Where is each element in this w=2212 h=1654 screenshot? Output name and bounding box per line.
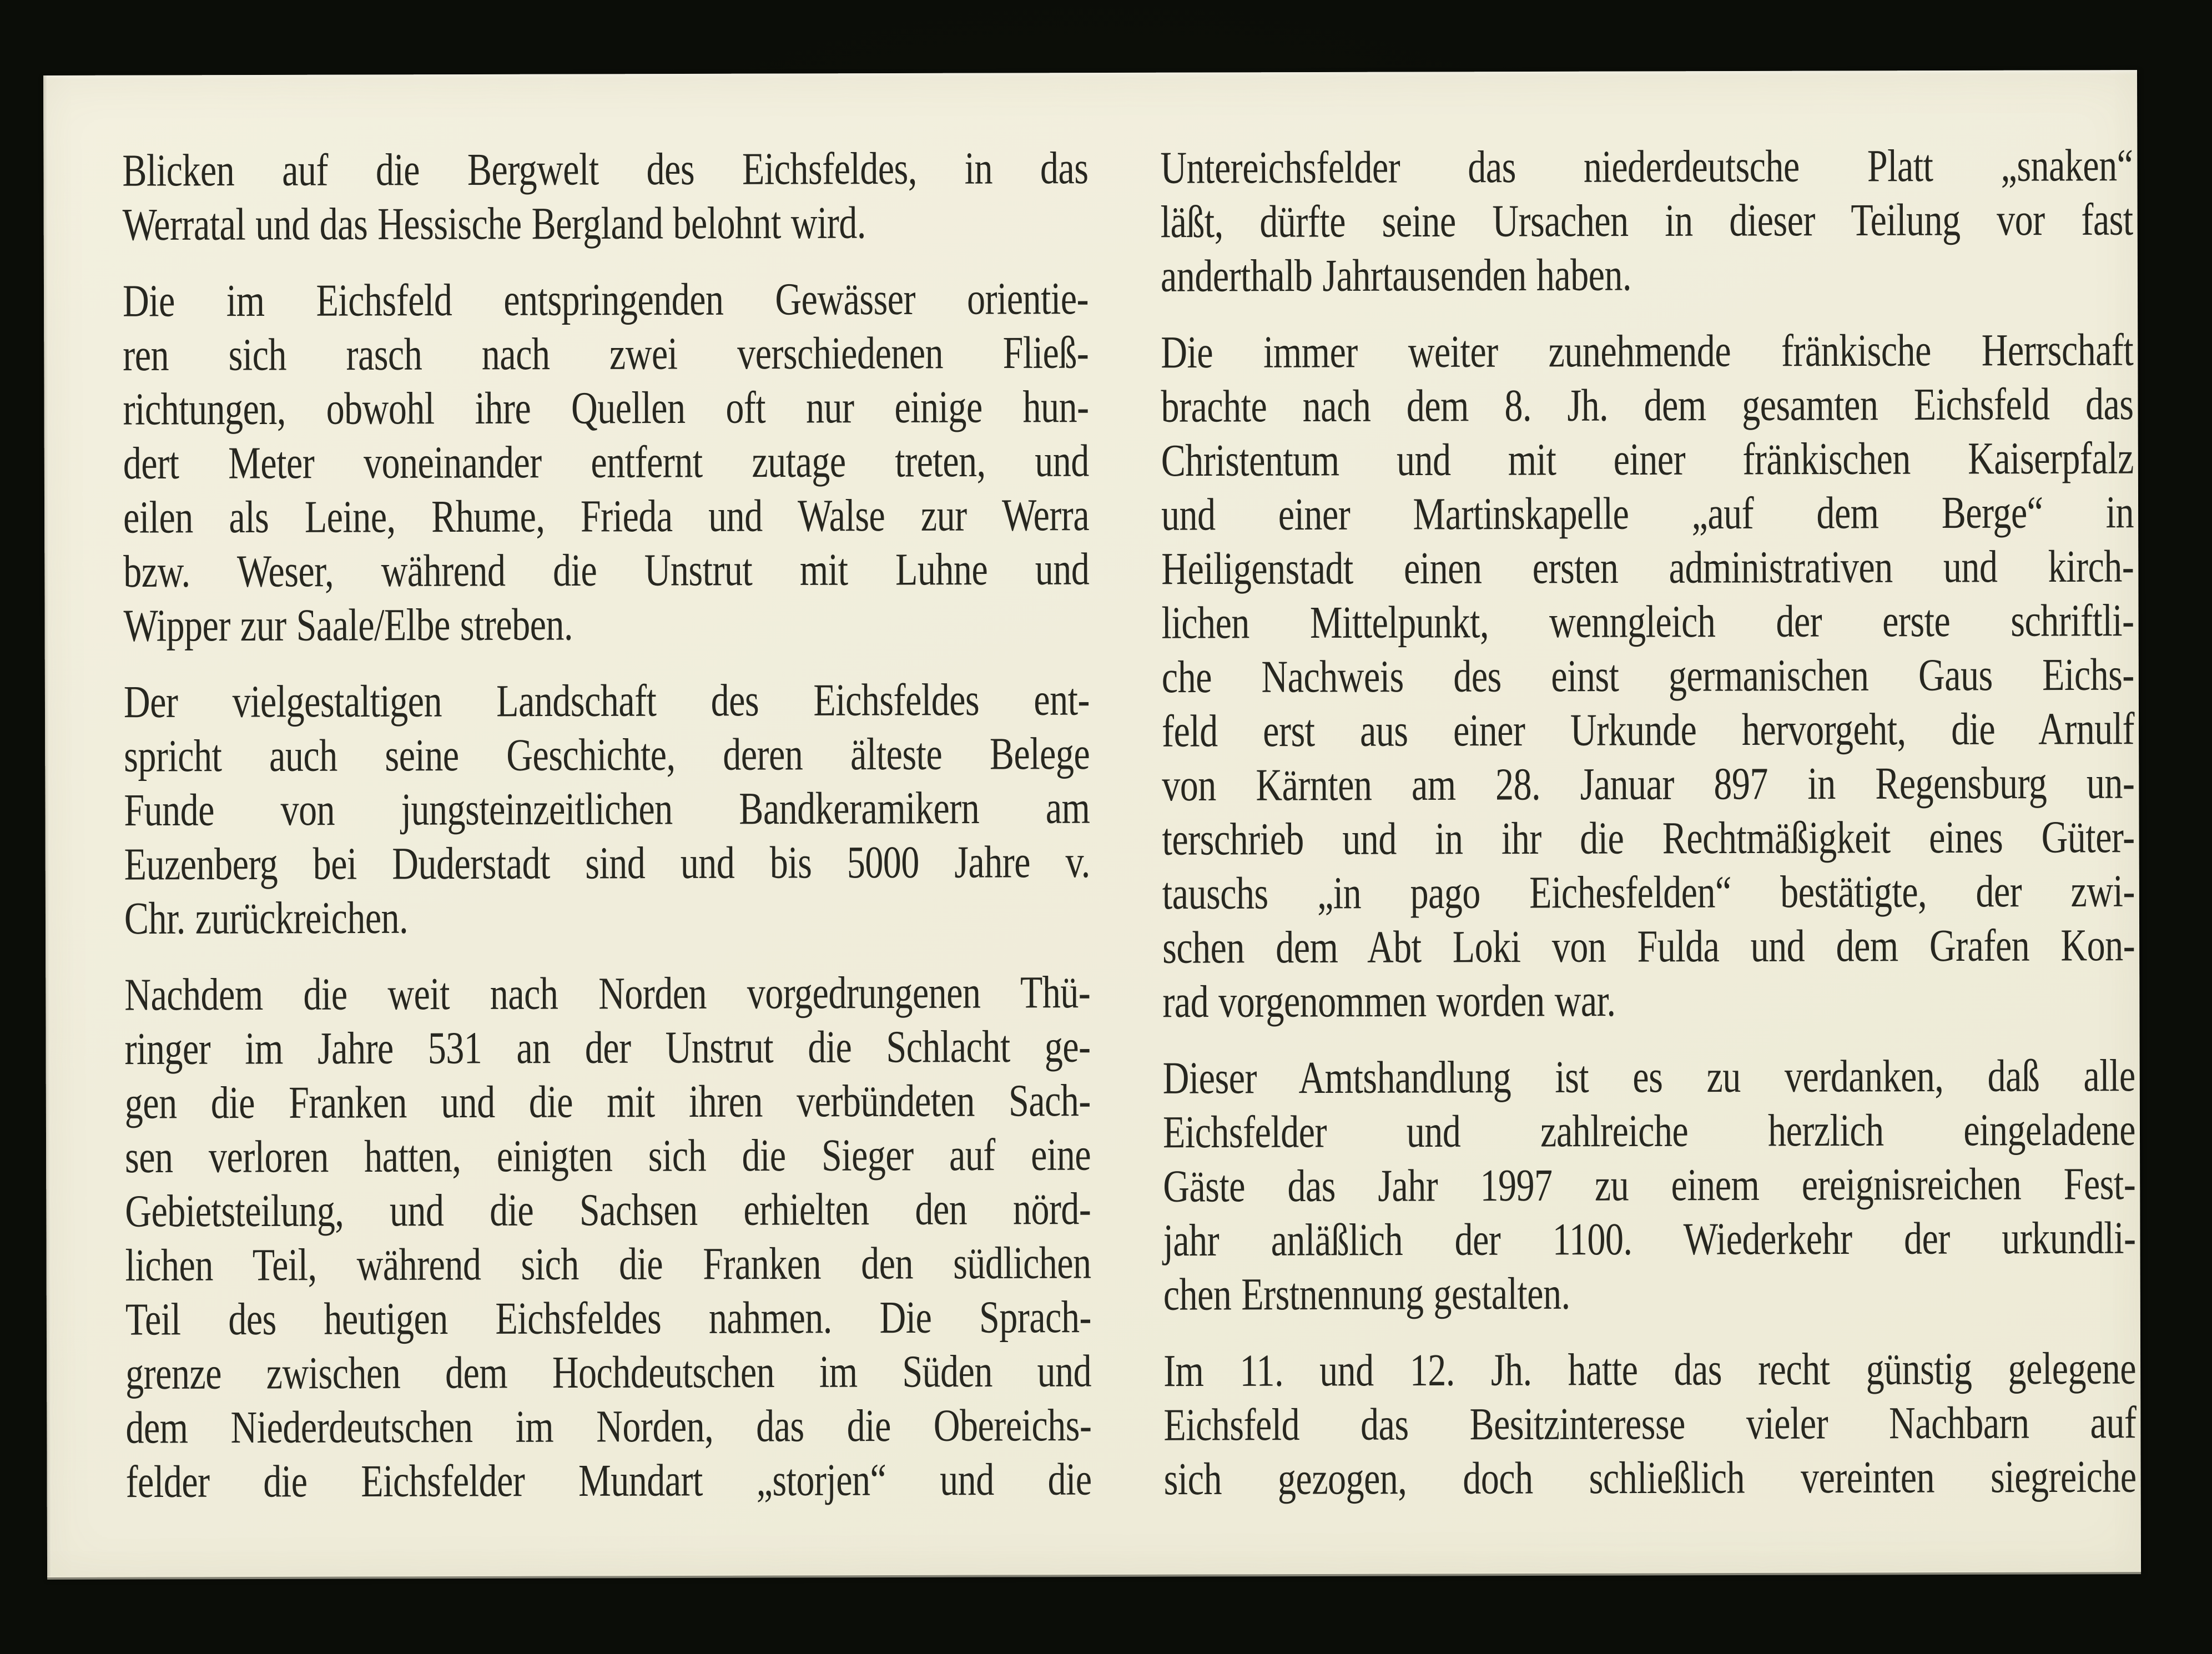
scanned-page (43, 70, 2141, 1577)
text-line: rad vorgenommen worden war. (1162, 975, 1616, 1027)
text-line: Gebietsteilung, und die Sachsen erhielten den nörd- (125, 1183, 1091, 1237)
text-line: ringer im Jahre 531 an der Unstrut die Schlacht ge- (124, 1021, 1091, 1075)
text-line: lichen Teil, während sich die Franken den südlichen (125, 1238, 1091, 1291)
text-line: Im 11. und 12. Jh. hatte das recht günstig gelegene (1163, 1343, 2137, 1396)
text-line: von Kärnten am 28. Januar 897 in Regensburg un- (1162, 758, 2135, 811)
text-line: Werratal und das Hessische Bergland belohnt wird. (122, 198, 866, 250)
text-line: Nachdem die weit nach Norden vorgedrungenen Thü- (124, 967, 1091, 1021)
text-line: Eichsfelder und zahlreiche herzlich eingeladene (1162, 1105, 2136, 1158)
text-line: gen die Franken und die mit ihren verbündeten Sach- (124, 1075, 1091, 1129)
text-line: Der vielgestaltigen Landschaft des Eichsfeldes ent- (123, 674, 1090, 728)
text-line: Die immer weiter zunehmende fränkische Herrschaft (1161, 325, 2134, 378)
text-line: felder die Eichsfelder Mundart „storjen“ und die (125, 1454, 1092, 1507)
text-line: dert Meter voneinander entfernt zutage treten, und (123, 436, 1089, 489)
paragraph (1161, 324, 2135, 1030)
text-line: eilen als Leine, Rhume, Frieda und Walse zur Werra (123, 490, 1090, 543)
text-line: anderthalb Jahrtausenden haben. (1160, 250, 1632, 302)
text-column-right (1160, 139, 2136, 1507)
text-line: ren sich rasch nach zwei verschiedenen Fließ- (123, 327, 1089, 381)
text-line: Heiligenstadt einen ersten administrativen und kirch- (1161, 541, 2134, 594)
text-line: Funde von jungsteinzeitlichen Bandkeramikern am (124, 783, 1090, 836)
text-line: dem Niederdeutschen im Norden, das die Obereichs- (125, 1400, 1092, 1454)
text-line: Teil des heutigen Eichsfeldes nahmen. Die Sprach- (125, 1292, 1091, 1345)
text-line: Christentum und mit einer fränkischen Kaiserpfalz (1161, 433, 2134, 486)
paragraph (1163, 1342, 2137, 1507)
paragraph (1160, 139, 2133, 304)
text-line: Dieser Amtshandlung ist es zu verdanken, daß alle (1162, 1050, 2135, 1104)
text-line: grenze zwischen dem Hochdeutschen im Süden und (125, 1346, 1092, 1399)
text-line: terschrieb und in ihr die Rechtmäßigkeit eines Güter- (1162, 811, 2135, 865)
text-line: richtungen, obwohl ihre Quellen oft nur einige hun- (123, 381, 1089, 435)
text-line: läßt, dürfte seine Ursachen in dieser Teilung vor fast (1160, 194, 2133, 248)
text-line: Euzenberg bei Duderstadt sind und bis 5000 Jahre v. (124, 836, 1090, 890)
text-line: Chr. zurückreichen. (124, 892, 409, 944)
text-line: Wipper zur Saale/Elbe streben. (123, 599, 573, 652)
text-line: jahr anläßlich der 1100. Wiederkehr der urkundli- (1163, 1213, 2136, 1266)
text-line: und einer Martinskapelle „auf dem Berge“ in (1161, 487, 2134, 541)
text-line: bzw. Weser, während die Unstrut mit Luhne und (123, 544, 1090, 597)
text-line: Die im Eichsfeld entspringenden Gewässer orientie- (122, 273, 1089, 327)
text-column-left (122, 142, 1091, 1510)
paragraph (124, 673, 1090, 946)
text-line: Eichsfeld das Besitzinteresse vieler Nachbarn auf (1163, 1397, 2137, 1451)
text-line: brachte nach dem 8. Jh. dem gesamten Eichsfeld das (1161, 379, 2134, 432)
text-line: chen Erstnennung gestalten. (1163, 1268, 1570, 1320)
text-line: sich gezogen, doch schließlich vereinten siegreiche (1163, 1451, 2137, 1505)
text-line: schen dem Abt Loki von Fulda und dem Grafen Kon- (1162, 920, 2135, 974)
text-line: spricht auch seine Geschichte, deren älteste Belege (124, 728, 1090, 782)
paragraph (1163, 1049, 2136, 1322)
paragraph (122, 142, 1089, 253)
paragraph (123, 272, 1090, 653)
text-line: Gäste das Jahr 1997 zu einem ereignisreichen Fest- (1163, 1158, 2136, 1212)
text-line: lichen Mittelpunkt, wenngleich der erste schriftli- (1161, 595, 2134, 649)
paragraph (124, 966, 1092, 1510)
text-line: Blicken auf die Bergwelt des Eichsfeldes, in das (122, 143, 1089, 196)
text-line: che Nachweis des einst germanischen Gaus Eichs- (1161, 649, 2134, 703)
text-line: feld erst aus einer Urkunde hervorgeht, die Arnulf (1161, 703, 2135, 757)
text-line: sen verloren hatten, einigten sich die Sieger auf eine (124, 1129, 1091, 1183)
text-line: tauschs „in pago Eichesfelden“ bestätigte, der zwi- (1162, 866, 2135, 919)
text-line: Untereichsfelder das niederdeutsche Platt „snaken“ (1160, 140, 2133, 194)
